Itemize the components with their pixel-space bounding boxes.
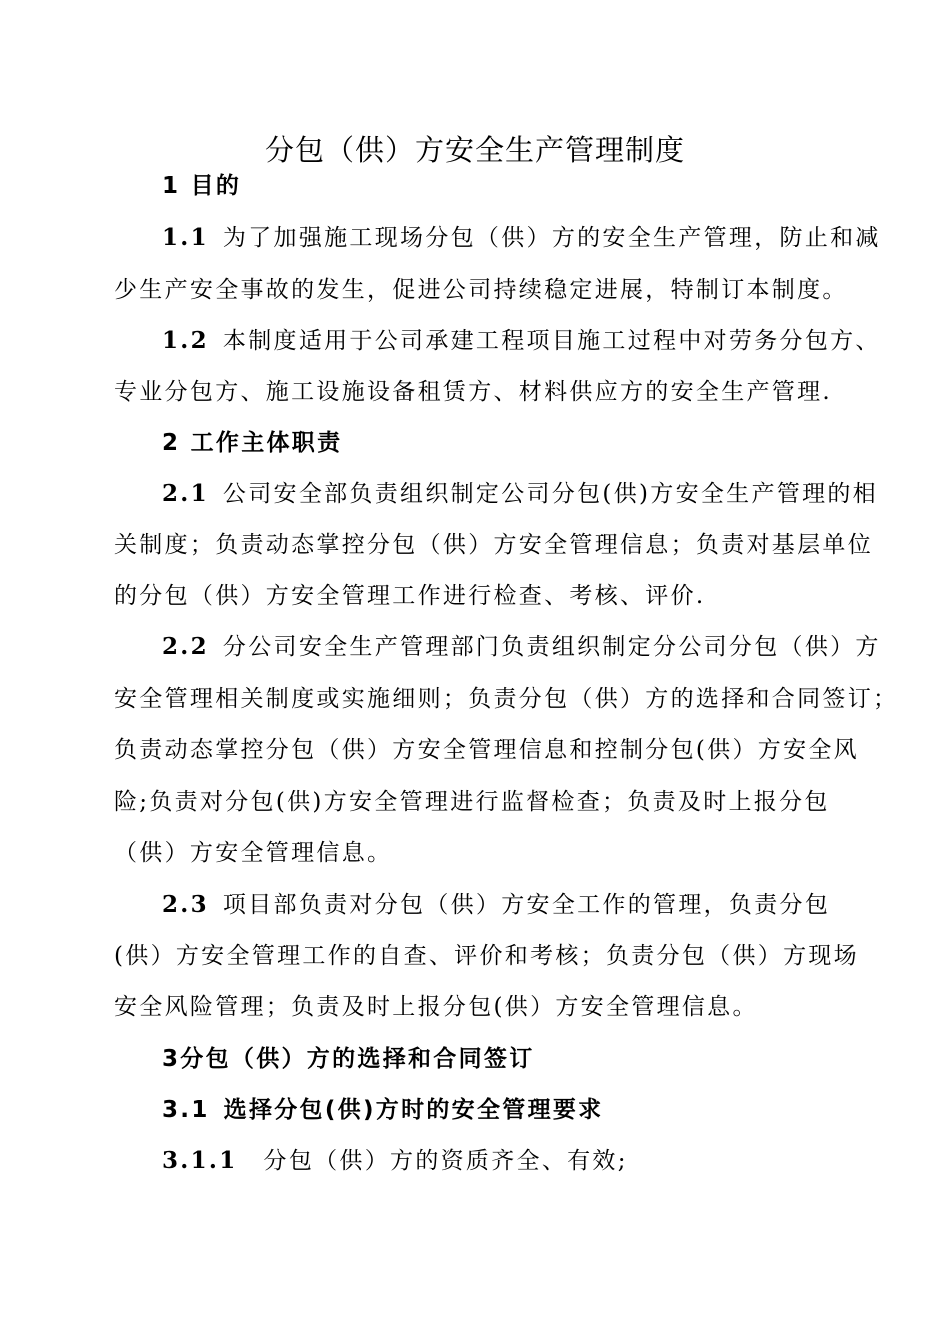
paragraph-2-3-line-2: (供）方安全管理工作的自查、评价和考核；负责分包（供）方现场	[114, 943, 859, 969]
paragraph-2-1-line-3: 的分包（供）方安全管理工作进行检查、考核、评价.	[114, 583, 706, 609]
paragraph-text: 项目部负责对分包（供）方安全工作的管理，负责分包	[222, 892, 831, 918]
paragraph-2-3-line-1	[162, 889, 830, 921]
clause-3-1-1	[162, 1145, 628, 1177]
paragraph-2-3-line-3: 安全风险管理；负责及时上报分包(供）方安全管理信息。	[114, 994, 758, 1020]
paragraph-1-1-line-2: 少生产安全事故的发生，促进公司持续稳定进展，特制订本制度。	[114, 277, 848, 303]
clause-number: 2.2	[162, 633, 209, 660]
paragraph-2-2-line-2: 安全管理相关制度或实施细则；负责分包（供）方的选择和合同签订；	[114, 686, 899, 712]
section-heading-1: 1 目的	[162, 173, 242, 199]
paragraph-2-2-line-5: （供）方安全管理信息。	[114, 840, 393, 866]
section-heading-2: 2 工作主体职责	[162, 430, 343, 456]
clause-text: 分包（供）方的资质齐全、有效;	[263, 1148, 628, 1174]
paragraph-text: 公司安全部负责组织制定公司分包(供)方安全生产管理的相	[222, 481, 878, 507]
clause-number: 2.1	[162, 480, 209, 507]
clause-number: 3.1	[162, 1097, 210, 1123]
paragraph-1-2-line-1	[162, 325, 881, 357]
clause-number: 3.1.1	[162, 1147, 238, 1174]
paragraph-text: 分公司安全生产管理部门负责组织制定分公司分包（供）方	[222, 634, 881, 660]
paragraph-2-1-line-2: 关制度；负责动态掌控分包（供）方安全管理信息；负责对基层单位	[114, 532, 873, 558]
subsection-text: 选择分包(供)方时的安全管理要求	[223, 1097, 604, 1123]
paragraph-2-2-line-4: 险;负责对分包(供)方安全管理进行监督检查；负责及时上报分包	[114, 789, 830, 815]
section-heading-3: 3分包（供）方的选择和合同签订	[162, 1046, 535, 1072]
paragraph-2-2-line-3: 负责动态掌控分包（供）方安全管理信息和控制分包(供）方安全风	[114, 737, 859, 763]
paragraph-2-1-line-1	[162, 478, 878, 510]
subsection-heading-3-1	[162, 1094, 603, 1126]
document-title: 分包（供）方安全生产管理制度	[264, 133, 685, 167]
paragraph-text: 为了加强施工现场分包（供）方的安全生产管理，防止和减	[222, 225, 881, 251]
clause-number: 1.2	[162, 327, 209, 354]
paragraph-1-1-line-1	[162, 222, 881, 254]
clause-number: 1.1	[162, 224, 209, 251]
clause-number: 2.3	[162, 891, 209, 918]
paragraph-1-2-line-2: 专业分包方、施工设施设备租赁方、材料供应方的安全生产管理.	[114, 379, 833, 405]
paragraph-2-2-line-1	[162, 631, 881, 663]
paragraph-text: 本制度适用于公司承建工程项目施工过程中对劳务分包方、	[222, 328, 881, 354]
